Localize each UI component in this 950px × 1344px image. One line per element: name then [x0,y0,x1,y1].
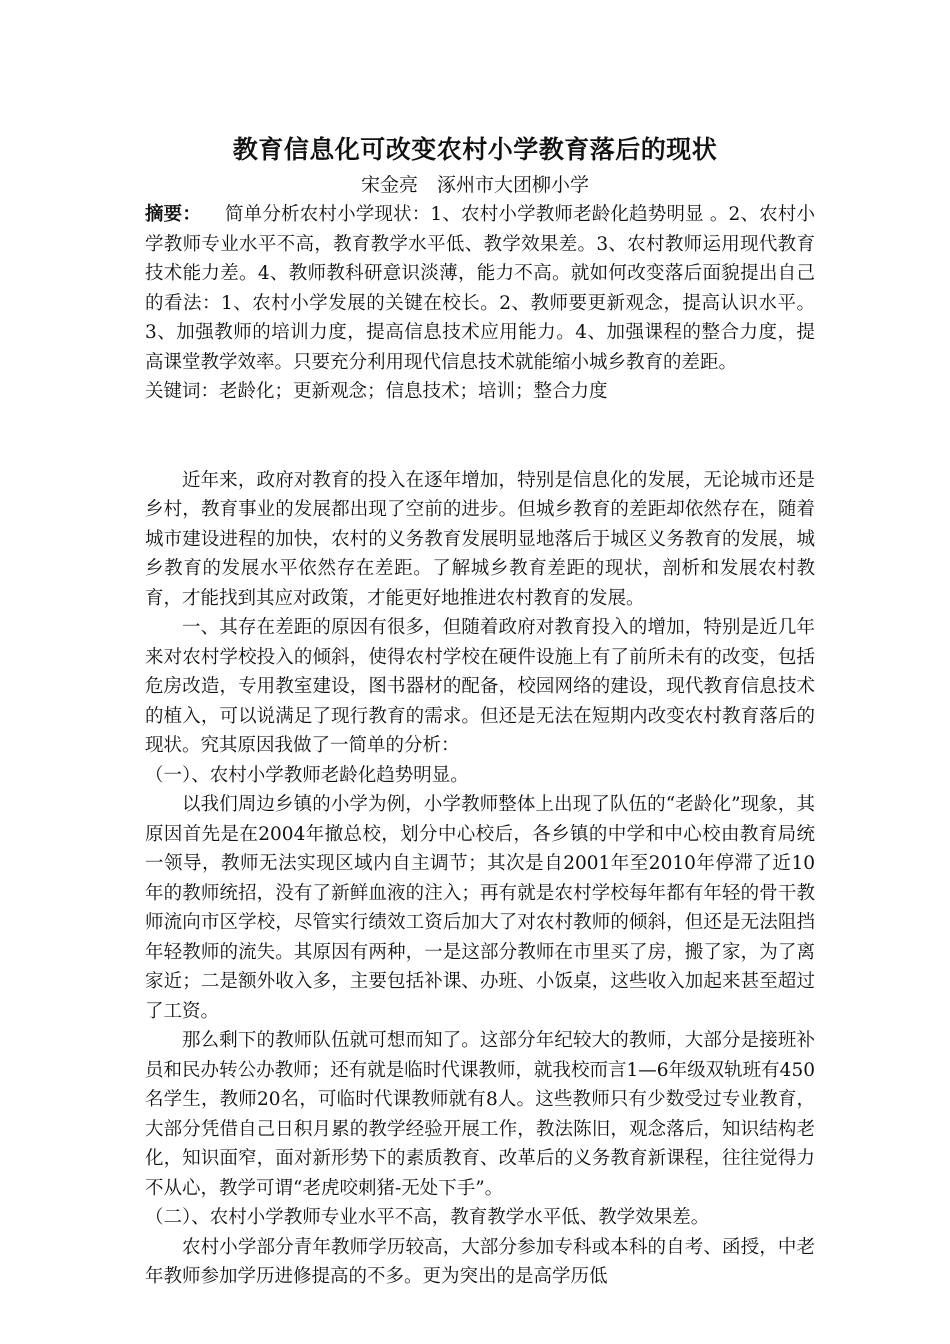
abstract [145,200,815,377]
subheading-professional-level: （二）、农村小学教师专业水平不高，教育教学水平低、教学效果差。 [145,1207,710,1228]
paragraph-remaining-teachers: 那么剩下的教师队伍就可想而知了。这部分年纪较大的教师，大部分是接班补员和民办转公办教师；还有就是临时代课教师，就我校而言1—6年级双轨班有450名学生，教师20名，可临时代课教师就有8人。这些教师只有少数受过专业教育，大部分凭借自己日积月累的教学经验开展工作，教法陈旧，观念落后，知识结构老化，知识面窄，面对新形势下的素质教育、改革后的义务教育新课程，往往觉得力不从心，教学可谓“老虎咬刺猪-无处下手”。 [145,1030,815,1199]
paragraph-aging-causes: 以我们周边乡镇的小学为例，小学教师整体上出现了队伍的“老龄化”现象，其原因首先是在2004年撤总校，划分中心校后，各乡镇的中学和中心校由教育局统一领导，教师无法实现区域内自主调节；其次是自2001年至2010年停滞了近10年的教师统招，没有了新鲜血液的注入；再有就是农村学校每年都有年轻的骨干教师流向市区学校，尽管实行绩效工资后加大了对农村教师的倾斜，但还是无法阻挡年轻教师的流失。其原因有两种，一是这部分教师在市里买了房，搬了家，为了离家近；二是额外收入多，主要包括补课、办班、小饭桌，这些收入加起来甚至超过了工资。 [145,794,815,1022]
paragraph-qualifications: 农村小学部分青年教师学历较高，大部分参加专科或本科的自考、函授，中老年教师参加学历进修提高的不多。更为突出的是高学历低 [145,1236,815,1287]
keywords: 关键词：老龄化；更新观念；信息技术；培训；整合力度 [145,381,608,402]
document-body [145,200,815,1292]
paragraph-section-one: 一、其存在差距的原因有很多，但随着政府对教育投入的增加，特别是近几年来对农村学校投入的倾斜，使得农村学校在硬件设施上有了前所未有的改变，包括危房改造，专用教室建设，图书器材的配备，校园网络的建设，现代教育信息技术的植入，可以说满足了现行教育的需求。但还是无法在短期内改变农村教育落后的现状。究其原因我做了一简单的分析： [145,617,815,756]
abstract-label: 摘要： [145,204,202,225]
subheading-aging: （一）、农村小学教师老龄化趋势明显。 [145,764,469,786]
abstract-text: 简单分析农村小学现状：1、农村小学教师老龄化趋势明显 。2、农村小学教师专业水平不高，教育教学水平低、教学效果差。3、农村教师运用现代教育技术能力差。4、教师教科研意识淡薄，能力不高。就如何改变落后面貌提出自己的看法：1、农村小学发展的关键在校长。2、教师要更新观念，提高认识水平。3、加强教师的培训力度，提高信息技术应用能力。4、加强课程的整合力度，提高课堂教学效率。只要充分利用现代信息技术就能缩小城乡教育的差距。 [145,204,815,373]
paragraph-intro: 近年来，政府对教育的投入在逐年增加，特别是信息化的发展，无论城市还是乡村，教育事业的发展都出现了空前的进步。但城乡教育的差距却依然存在，随着城市建设进程的加快，农村的义务教育发展明显地落后于城区义务教育的发展，城乡教育的发展水平依然存在差距。了解城乡教育差距的现状，剖析和发展农村教育，才能找到其应对政策，才能更好地推进农村教育的发展。 [145,469,815,609]
document-title: 教育信息化可改变农村小学教育落后的现状 [232,135,718,164]
author-line: 宋金亮 涿州市大团柳小学 [360,174,589,196]
section-spacer [145,407,815,466]
